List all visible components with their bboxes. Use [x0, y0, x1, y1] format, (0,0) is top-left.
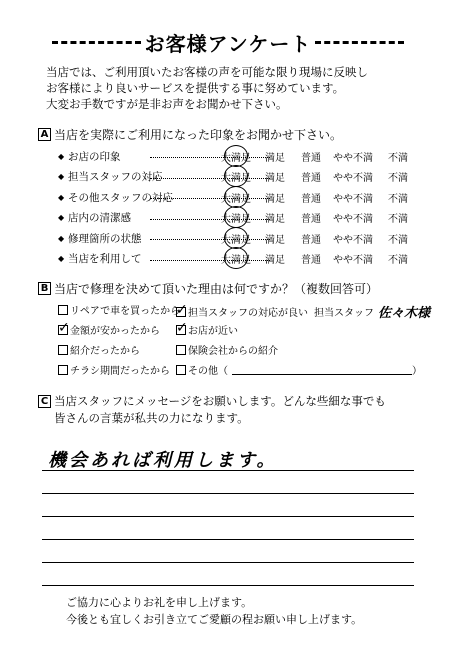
rating-rows: [58, 146, 428, 269]
option-label: リペアで車を買ったから: [70, 306, 181, 317]
rating-options: [216, 231, 418, 246]
rating-option-label: 普通: [301, 193, 321, 205]
rating-row: [58, 208, 428, 229]
rating-option[interactable]: [216, 149, 256, 164]
diamond-bullet-icon: ◆: [58, 213, 65, 223]
option-flyer[interactable]: [58, 362, 170, 377]
rating-option[interactable]: [256, 169, 294, 184]
checkbox-checked[interactable]: [58, 325, 68, 335]
rating-option-label: 大満足: [221, 193, 251, 205]
rating-option[interactable]: [216, 251, 256, 266]
rating-option-label: 大満足: [221, 255, 251, 267]
rating-option[interactable]: [328, 149, 378, 164]
rating-option[interactable]: [328, 251, 378, 266]
rating-option-label: 不満: [388, 193, 408, 205]
section-c-heading: [38, 393, 418, 427]
section-b-heading: [38, 280, 378, 297]
checkbox[interactable]: [176, 365, 186, 375]
message-line[interactable]: [42, 563, 414, 586]
rating-option[interactable]: [216, 169, 256, 184]
message-line[interactable]: [42, 517, 414, 540]
option-cheap[interactable]: [58, 322, 160, 337]
section-a-badge: A: [38, 128, 51, 141]
rating-row-label: 当店を利用して: [68, 253, 142, 266]
message-line[interactable]: [42, 448, 414, 471]
rating-option[interactable]: [294, 231, 328, 246]
rating-row-label: お店の印象: [68, 150, 121, 163]
rating-option[interactable]: [328, 231, 378, 246]
rating-option[interactable]: [294, 169, 328, 184]
option-label: 保険会社からの紹介: [188, 346, 278, 357]
section-b-badge: B: [38, 282, 51, 295]
rating-options: [216, 190, 418, 205]
section-c-title-2: 皆さんの言葉が私共の力になります。: [54, 411, 249, 425]
header: [48, 28, 408, 56]
section-b-title: 当店で修理を決めて頂いた理由は何ですか？（複数回答可）: [54, 282, 379, 296]
checkbox-checked[interactable]: [176, 307, 186, 317]
section-c-title: 当店スタッフにメッセージをお願いします。どんな些細な事でも: [54, 394, 386, 408]
rating-option-label: 大満足: [221, 152, 251, 164]
selected-circle-mark: [224, 145, 248, 167]
section-a-heading: [38, 126, 342, 143]
option-label: チラシ期間だったから: [70, 366, 170, 377]
intro-line: お客様により良いサービスを提供する事に努めています。: [46, 81, 345, 95]
option-label: その他（: [188, 366, 228, 377]
rating-row-label: 担当スタッフの対応: [68, 171, 163, 184]
rating-options: [216, 251, 418, 266]
rating-option[interactable]: [378, 149, 418, 164]
rating-option-label: 満足: [265, 193, 285, 205]
rating-option-label: 不満: [388, 255, 408, 267]
rating-row-label: その他スタッフの対応: [68, 191, 173, 204]
rating-option-label: 満足: [265, 234, 285, 246]
option-close-paren: ）: [412, 366, 422, 377]
rating-option-label: やや不満: [333, 193, 373, 205]
rating-option[interactable]: [256, 210, 294, 225]
rating-row: [58, 249, 428, 270]
rating-option-label: やや不満: [333, 234, 373, 246]
diamond-bullet-icon: ◆: [58, 233, 65, 243]
diamond-bullet-icon: ◆: [58, 151, 65, 161]
rating-option-label: 満足: [265, 214, 285, 226]
rating-option[interactable]: [294, 149, 328, 164]
rating-option-label: 大満足: [221, 173, 251, 185]
rating-option[interactable]: [378, 190, 418, 205]
rating-option[interactable]: [256, 231, 294, 246]
page-title: お客様アンケート: [144, 31, 312, 56]
left-dash-divider: [52, 41, 141, 44]
footer: [66, 594, 436, 628]
rating-option[interactable]: [328, 210, 378, 225]
rating-row: [58, 167, 428, 188]
right-dash-divider: [315, 41, 404, 44]
message-line[interactable]: [42, 494, 414, 517]
checkbox[interactable]: [58, 345, 68, 355]
rating-option[interactable]: [294, 190, 328, 205]
intro-line: 当店では、ご利用頂いたお客様の声を可能な限り現場に反映し: [46, 65, 368, 79]
rating-option[interactable]: [294, 251, 328, 266]
option-label: 担当スタッフの対応が良い: [188, 308, 308, 319]
rating-option-label: 大満足: [221, 214, 251, 226]
checkbox[interactable]: [176, 345, 186, 355]
rating-option[interactable]: [216, 190, 256, 205]
option-insurance[interactable]: [176, 342, 278, 357]
rating-option-label: 大満足: [221, 234, 251, 246]
handwritten-message: 機会あれば利用します。: [48, 450, 278, 471]
rating-row-label: 店内の清潔感: [68, 212, 131, 225]
rating-option-label: やや不満: [333, 214, 373, 226]
diamond-bullet-icon: ◆: [58, 172, 65, 182]
rating-option[interactable]: [378, 231, 418, 246]
rating-row: [58, 146, 428, 167]
intro-line: 大変お手数ですが是非お声をお聞かせ下さい。: [46, 97, 288, 111]
checkbox-checked[interactable]: [176, 325, 186, 335]
option-repair-sale[interactable]: [58, 302, 180, 317]
rating-option-label: 満足: [265, 152, 285, 164]
option-label: 金額が安かったから: [70, 326, 160, 337]
rating-option[interactable]: [256, 190, 294, 205]
message-line[interactable]: [42, 471, 414, 494]
rating-option-label: 普通: [301, 173, 321, 185]
rating-option-label: 満足: [265, 255, 285, 267]
rating-option-label: 不満: [388, 152, 408, 164]
rating-option[interactable]: [328, 169, 378, 184]
option-referral[interactable]: [58, 342, 140, 357]
option-staff-good[interactable]: [176, 302, 430, 321]
option-label: お店が近い: [188, 326, 238, 337]
staff-name-handwritten: 佐々木様: [378, 306, 431, 321]
checkbox[interactable]: [58, 305, 68, 315]
section-a-title: 当店を実際にご利用になった印象をお聞かせ下さい。: [54, 128, 343, 142]
rating-options: [216, 149, 418, 164]
rating-option-label: やや不満: [333, 173, 373, 185]
checkbox[interactable]: [58, 365, 68, 375]
rating-row-label: 修理箇所の状態: [68, 232, 142, 245]
rating-option-label: やや不満: [333, 255, 373, 267]
rating-option[interactable]: [378, 210, 418, 225]
footer-line: 今後とも宜しくお引き立てご愛顧の程お願い申し上げます。: [66, 613, 363, 626]
rating-option[interactable]: [328, 190, 378, 205]
rating-row: [58, 228, 428, 249]
rating-option[interactable]: [216, 210, 256, 225]
message-line[interactable]: [42, 540, 414, 563]
rating-option-label: 普通: [301, 152, 321, 164]
rating-option-label: 満足: [265, 173, 285, 185]
other-text-field[interactable]: [232, 365, 412, 375]
selected-circle-mark: [224, 186, 248, 208]
rating-option-label: やや不満: [333, 152, 373, 164]
selected-circle-mark: [224, 227, 248, 249]
option-other[interactable]: [176, 362, 422, 377]
rating-option-label: 普通: [301, 214, 321, 226]
rating-option[interactable]: [378, 169, 418, 184]
rating-options: [216, 210, 418, 225]
rating-option-label: 不満: [388, 214, 408, 226]
section-c-badge: C: [38, 395, 51, 408]
option-label: 紹介だったから: [70, 346, 140, 357]
rating-option-label: 不満: [388, 234, 408, 246]
rating-option-label: 普通: [301, 255, 321, 267]
rating-option-label: 普通: [301, 234, 321, 246]
rating-option[interactable]: [256, 251, 294, 266]
footer-line: ご協力に心よりお礼を申し上げます。: [66, 596, 253, 609]
staff-name-label: 担当スタッフ: [314, 308, 374, 319]
rating-options: [216, 169, 418, 184]
intro-text: [46, 64, 426, 112]
rating-option[interactable]: [216, 231, 256, 246]
option-near[interactable]: [176, 322, 238, 337]
rating-option[interactable]: [378, 251, 418, 266]
diamond-bullet-icon: ◆: [58, 254, 65, 264]
message-area[interactable]: [42, 448, 414, 586]
rating-option[interactable]: [294, 210, 328, 225]
rating-option[interactable]: [256, 149, 294, 164]
diamond-bullet-icon: ◆: [58, 192, 65, 202]
rating-row: [58, 187, 428, 208]
rating-option-label: 不満: [388, 173, 408, 185]
